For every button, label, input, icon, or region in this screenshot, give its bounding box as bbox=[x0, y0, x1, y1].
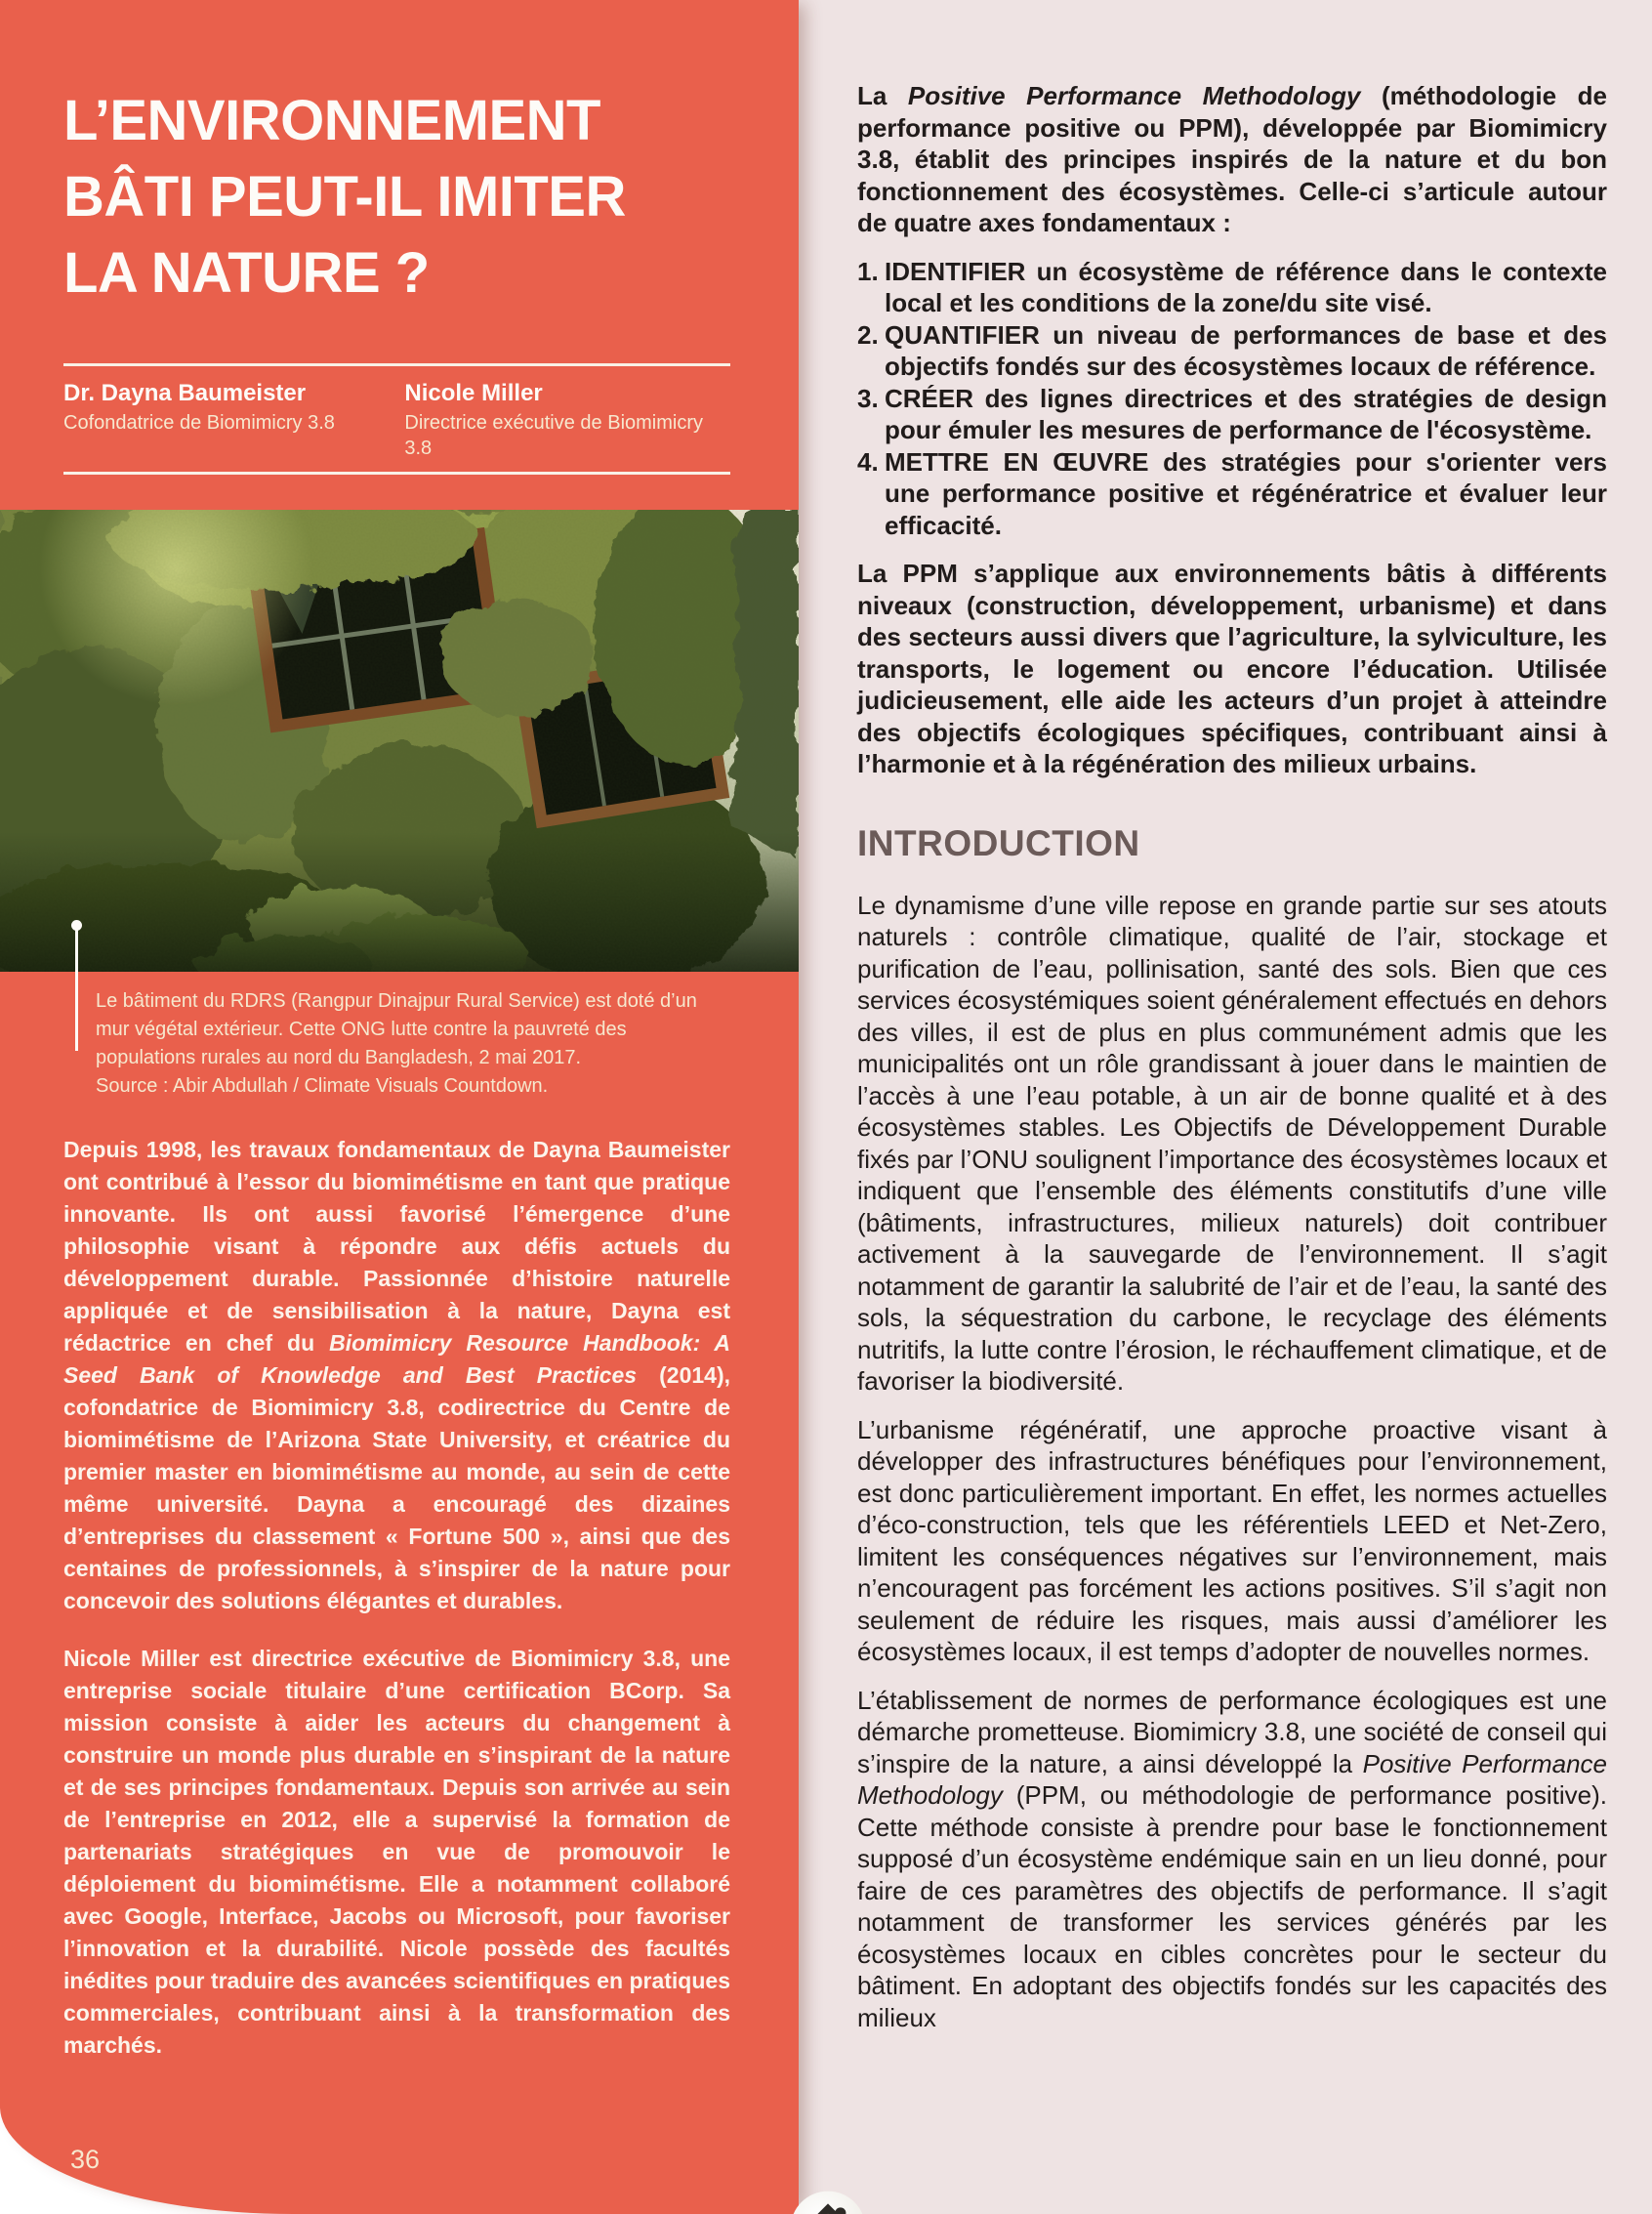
step-text: CRÉER des lignes directrices et des stratégies de design pour émuler les mesures de performance de l'écosystème. bbox=[885, 383, 1607, 444]
title-line-3: LA NATURE ? bbox=[63, 241, 430, 305]
intro-3-post: (PPM, ou méthodologie de performance positive). Cette méthode consiste à prendre pour base le fonctionnement supposé d’un écosystème endémique sain en un lieu donné, pour faire de ces paramètres des objectifs de performance. Il s’agit notamment de transformer les services générés par les écosystèmes locaux en cibles concrètes pour le secteur du bâtiment. En adoptant des objectifs fondés sur les capacités des milieux bbox=[857, 1780, 1607, 2032]
step-text: METTRE EN ŒUVRE des stratégies pour s'orienter vers une performance positive et régénératrice et évaluer leur efficacité. bbox=[885, 446, 1607, 540]
authors-block bbox=[63, 366, 730, 472]
author-role: Cofondatrice de Biomimicry 3.8 bbox=[63, 412, 335, 434]
step-number: 1. bbox=[857, 256, 879, 286]
ppm-methodology-title: Positive Performance Methodology bbox=[907, 81, 1361, 110]
step-number: 4. bbox=[857, 446, 879, 477]
author-dayna-baumeister bbox=[63, 379, 404, 461]
step-text: QUANTIFIER un niveau de performances de base et des objectifs fondés sur des écosystèmes locaux de référence. bbox=[885, 319, 1607, 381]
section-heading-introduction: INTRODUCTION bbox=[857, 822, 1140, 863]
bio-dayna-paragraph bbox=[63, 1134, 730, 1617]
author-role: Directrice exécutive de Biomimicry 3.8 bbox=[404, 412, 704, 459]
photo-caption bbox=[63, 987, 730, 1101]
intro-3-methodology-title: Positive Performance Methodology bbox=[857, 1748, 1607, 1810]
intro-paragraph-3 bbox=[857, 1685, 1607, 2034]
ppm-intro-paragraph bbox=[857, 80, 1607, 239]
intro-paragraph-1: Le dynamisme d’une ville repose en grande partie sur ses atouts naturels : contrôle climatique, qualité de l’air, stockage et purification de l’eau, pollinisation, santé des sols. Bien que ces services écosystémiques soient généralement effectués en dehors des villes, il est de plus en plus communément admis que les municipalités ont un rôle grandissant à jouer dans le maintien de l’accès à une l’eau potable, à un air de bonne qualité et à des écosystèmes stables. Les Objectifs de Développement Durable fixés par l’ONU soulignent l’importance des écosystèmes locaux et indiquent que l’ensemble des éléments constitutifs d’une ville (bâtiments, infrastructures, milieux naturels) doit contribuer activement à la sauvegarde de l’environnement. Il s’agit notamment de garantir la salubrité de l’air et de l’eau, la santé des sols, la séquestration du carbone, le recyclage des éléments nutritifs, la lutte contre l’érosion, le réchauffement climatique, et de favoriser la biodiversité. bbox=[857, 890, 1607, 1396]
intro-paragraph-2: L’urbanisme régénératif, une approche proactive visant à développer des infrastructures bénéfiques pour l’environnement, est donc particulièrement important. En effet, les normes actuelles d’éco-construction, tels que les référentiels LEED et Net-Zero, limitent les conséquences négatives sur l’environnement, mais n’encouragent pas forcément les actions positives. S’il s’agit non seulement de réduire les risques, mais aussi d’améliorer les écosystèmes locaux, il est temps d’adopter de nouvelles normes. bbox=[857, 1414, 1607, 1666]
author-name: Dr. Dayna Baumeister bbox=[63, 380, 307, 406]
step-quantifier bbox=[857, 319, 1607, 383]
bio-dayna-pre: Depuis 1998, les travaux fondamentaux de Dayna Baumeister ont contribué à l’essor du biomimétisme en tant que pratique innovante. Ils ont aussi favorisé l’émergence d’une philosophie visant à répondre aux défis actuels du développement durable. Passionnée d’histoire naturelle appliquée et de sensibilisation à la nature, Dayna est rédactrice en chef du bbox=[63, 1137, 730, 1356]
house-leaf-icon bbox=[789, 2190, 867, 2214]
ppm-intro-post: (méthodologie de performance positive ou PPM), développée par Biomimicry 3.8, établit des principes inspirés de la nature et du bon fonctionnement des écosystèmes. Celle-ci s’articule autour de quatre axes fondamentaux : bbox=[857, 81, 1607, 237]
bio-nicole-paragraph: Nicole Miller est directrice exécutive de Biomimicry 3.8, une entreprise sociale titulaire d’une certification BCorp. Sa mission consiste à aider les acteurs du changement à construire un monde plus durable en s’inspirant de la nature et de ses principes fondamentaux. Depuis son arrivée au sein de l’entreprise en 2012, elle a supervisé la formation de partenariats stratégiques en vue de promouvoir le déploiement du biomimétisme. Elle a notamment collaboré avec Google, Interface, Jacobs ou Microsoft, pour favoriser l’innovation et la durabilité. Nicole possède des facultés inédites pour traduire des avancées scientifiques en pratiques commerciales, contribuant ainsi à la transformation des marchés. bbox=[63, 1646, 730, 2058]
bio-dayna-book-title: Biomimicry Resource Handbook: A Seed Bank of Knowledge and Best Practices bbox=[63, 1330, 730, 1388]
step-text: IDENTIFIER un écosystème de référence dans le contexte local et les conditions de la zone/du site visé. bbox=[885, 256, 1607, 317]
article-title bbox=[63, 83, 730, 312]
intro-3-pre: L’établissement de normes de performance écologiques est une démarche prometteuse. Biomimicry 3.8, une société de conseil qui s’inspire de la nature, a ainsi développé la bbox=[857, 1685, 1607, 1778]
step-number: 3. bbox=[857, 383, 879, 413]
step-identifier bbox=[857, 256, 1607, 319]
bio-dayna-post: (2014), cofondatrice de Biomimicry 3.8, codirectrice du Centre de biomimétisme de l’Arizona State University, et créatrice du premier master en biomimétisme au monde, au sein de cette même université. Dayna a encouragé des dizaines d’entreprises du classement « Fortune 500 », ainsi que des centaines de professionnels, à s’inspirer de la nature pour concevoir des solutions élégantes et durables. bbox=[63, 1362, 731, 1613]
author-nicole-miller bbox=[404, 379, 730, 461]
title-line-1: L’ENVIRONNEMENT bbox=[63, 89, 600, 152]
left-column bbox=[0, 0, 799, 2214]
caption-marker-dot bbox=[71, 920, 82, 931]
ppm-intro-pre: La bbox=[857, 81, 908, 110]
green-building-illustration bbox=[0, 510, 799, 972]
right-column bbox=[799, 0, 1652, 2214]
photo-source: Source : Abir Abdullah / Climate Visuals Countdown. bbox=[96, 1075, 549, 1097]
author-name: Nicole Miller bbox=[404, 380, 543, 406]
divider-line-bottom bbox=[63, 472, 730, 475]
footer-logo-badge bbox=[789, 2190, 867, 2214]
ppm-steps-list bbox=[857, 256, 1607, 542]
page-number: 36 bbox=[70, 2145, 101, 2174]
building-photo bbox=[0, 510, 799, 972]
step-number: 2. bbox=[857, 319, 879, 350]
step-mettre-en-oeuvre bbox=[857, 446, 1607, 542]
step-creer bbox=[857, 383, 1607, 446]
title-line-2: BÂTI PEUT-IL IMITER bbox=[63, 165, 626, 229]
ppm-scope-paragraph: La PPM s’applique aux environnements bâtis à différents niveaux (construction, développement, urbanisme) et dans des secteurs aussi divers que l’agriculture, la sylviculture, les transports, le logement ou encore l’éducation. Utilisée judicieusement, elle aide les acteurs d’un projet à atteindre des objectifs écologiques spécifiques, contribuant ainsi à l’harmonie et à la régénération des milieux urbains. bbox=[857, 559, 1607, 778]
photo-caption-text: Le bâtiment du RDRS (Rangpur Dinajpur Rural Service) est doté d’un mur végétal extérieur. Cette ONG lutte contre la pauvreté des populations rurales au nord du Bangladesh, 2 mai 2017. bbox=[96, 990, 697, 1068]
caption-marker-line bbox=[75, 926, 78, 1051]
